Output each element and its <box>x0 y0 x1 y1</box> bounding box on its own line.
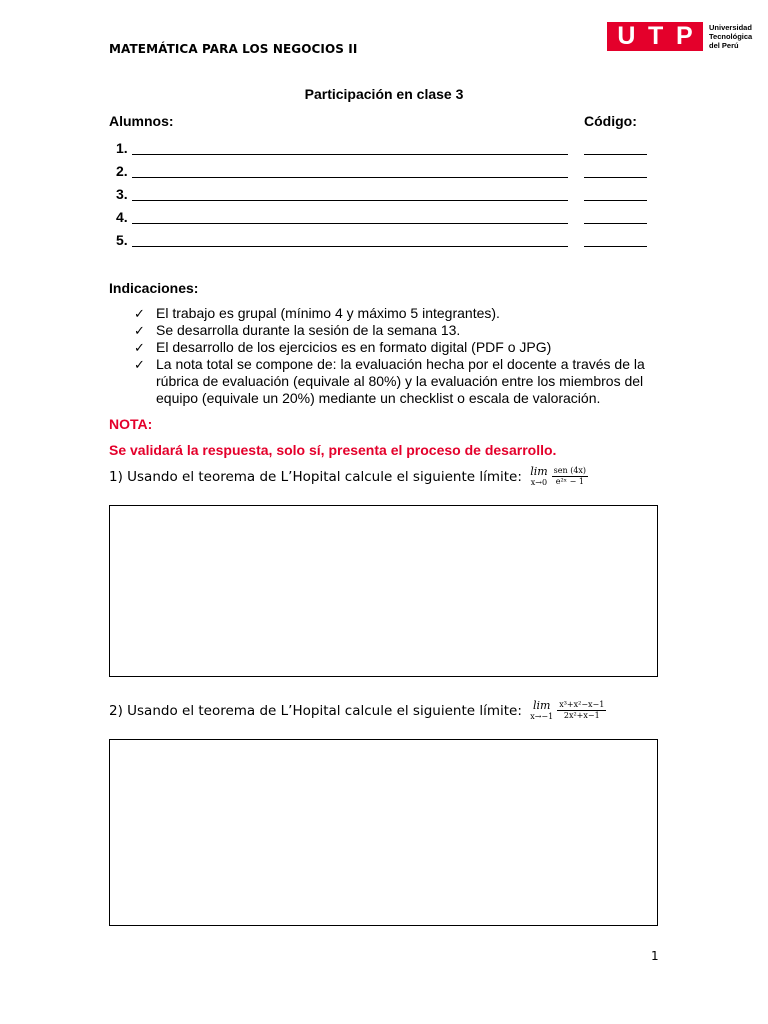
codigo-label: Código: <box>584 113 637 129</box>
fraction-denominator: 2x²+x−1 <box>563 711 600 720</box>
page-title: Participación en clase 3 <box>304 86 464 102</box>
student-number: 2. <box>116 163 128 179</box>
question-2 <box>109 700 606 721</box>
logo-letter: T <box>648 22 664 50</box>
fraction-denominator: e²ˣ − 1 <box>555 477 584 486</box>
checkmark-icon: ✓ <box>134 340 145 355</box>
list-item <box>134 339 664 356</box>
student-name-line[interactable] <box>132 200 568 201</box>
logo-line: Universidad <box>709 23 752 32</box>
student-code-line[interactable] <box>584 246 647 247</box>
student-code-line[interactable] <box>584 154 647 155</box>
student-row <box>109 209 669 229</box>
fraction-numerator: sen (4x) <box>553 466 587 475</box>
lim-approach: x→0 <box>530 478 548 487</box>
utp-logo <box>607 22 752 51</box>
nota-label: NOTA: <box>109 416 153 432</box>
question-1 <box>109 466 588 487</box>
list-item <box>134 356 664 407</box>
lim-approach: x→−1 <box>530 712 554 721</box>
indicaciones-list <box>134 305 664 407</box>
checkmark-icon: ✓ <box>134 306 145 321</box>
answer-box-1[interactable] <box>109 505 658 677</box>
student-row <box>109 140 669 160</box>
student-row <box>109 232 669 252</box>
logo-line: Tecnológica <box>709 32 753 41</box>
student-code-line[interactable] <box>584 200 647 201</box>
limit-expression <box>530 466 588 487</box>
question-text: 2) Usando el teorema de L’Hopital calcule el siguiente límite: <box>109 702 522 719</box>
alumnos-label: Alumnos: <box>109 113 174 129</box>
nota-text: Se validará la respuesta, solo sí, presenta el proceso de desarrollo. <box>109 442 557 458</box>
student-number: 4. <box>116 209 128 225</box>
list-item <box>134 305 664 322</box>
checkmark-icon: ✓ <box>134 323 145 338</box>
student-name-line[interactable] <box>132 223 568 224</box>
student-number: 5. <box>116 232 128 248</box>
logo-wordmark <box>709 23 752 50</box>
list-item-text: Se desarrolla durante la sesión de la semana 13. <box>156 322 461 338</box>
list-item-text: La nota total se compone de: la evaluación hecha por el docente a través de la rúbrica de evaluación (equivale al 80%) y la evaluación entre los miembros del equipo (equivale un 20%) mediante un checklist o escala de valoración. <box>156 356 645 406</box>
student-row <box>109 186 669 206</box>
student-number: 1. <box>116 140 128 156</box>
logo-letter: U <box>617 22 636 50</box>
student-row <box>109 163 669 183</box>
lim-symbol: lim <box>530 465 548 478</box>
fraction-numerator: x³+x²−x−1 <box>559 700 605 709</box>
student-name-line[interactable] <box>132 154 568 155</box>
logo-mark <box>607 22 703 51</box>
checkmark-icon: ✓ <box>134 357 145 372</box>
list-item <box>134 322 664 339</box>
page-number: 1 <box>651 949 659 963</box>
question-text: 1) Usando el teorema de L’Hopital calcule el siguiente límite: <box>109 468 522 485</box>
answer-box-2[interactable] <box>109 739 658 926</box>
lim-symbol: lim <box>532 699 551 712</box>
student-name-line[interactable] <box>132 246 568 247</box>
list-item-text: El trabajo es grupal (mínimo 4 y máximo 5 integrantes). <box>156 305 500 321</box>
student-code-line[interactable] <box>584 177 647 178</box>
course-title: MATEMÁTICA PARA LOS NEGOCIOS II <box>109 42 358 56</box>
logo-line: del Perú <box>709 41 739 50</box>
limit-expression <box>530 700 606 721</box>
student-name-line[interactable] <box>132 177 568 178</box>
logo-letter: P <box>675 22 693 50</box>
list-item-text: El desarrollo de los ejercicios es en formato digital (PDF o JPG) <box>156 339 552 355</box>
indicaciones-title: Indicaciones: <box>109 280 199 296</box>
student-number: 3. <box>116 186 128 202</box>
student-code-line[interactable] <box>584 223 647 224</box>
